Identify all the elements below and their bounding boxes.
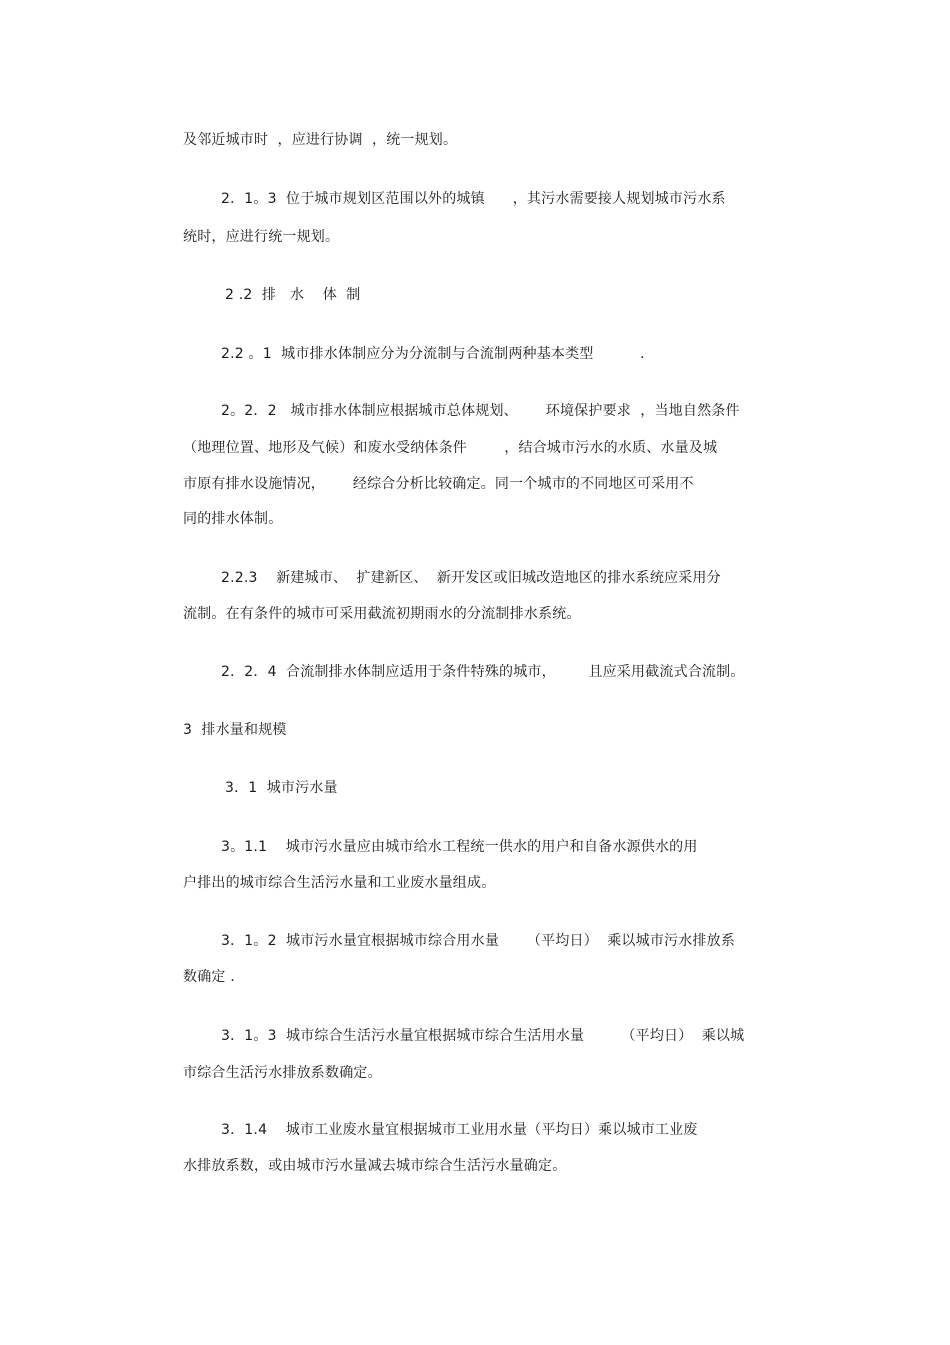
clause-2-2-2: 2。2．2 城市排水体制应根据城市总体规划、 环境保护要求 ，当地自然条件 <box>221 403 740 419</box>
clause-2-2-1: 2.2 。1 城市排水体制应分为分流制与合流制两种基本类型 . <box>221 346 645 362</box>
text-line-continuation: 水排放系数，或由城市污水量减去城市综合生活污水量确定。 <box>183 1158 567 1174</box>
section-heading-2-2: 2 .2 排 水 体 制 <box>225 287 361 303</box>
text-line-continuation: 户排出的城市综合生活污水量和工业废水量组成。 <box>183 875 496 891</box>
clause-3-1-3: 3．1。3 城市综合生活污水量宜根据城市综合生活用水量 （平均日） 乘以城 <box>221 1028 745 1044</box>
text-line-continuation: 数确定 . <box>183 969 235 985</box>
chapter-heading-3: 3 排水量和规模 <box>183 722 287 738</box>
clause-3-1-1: 3。1.1 城市污水量应由城市给水工程统一供水的用户和自备水源供水的用 <box>221 839 698 855</box>
text-line-continuation: 及邻近城市时 ，应进行协调 ，统一规划。 <box>183 132 458 148</box>
clause-3-1-4: 3．1.4 城市工业废水量宜根据城市工业用水量（平均日）乘以城市工业废 <box>221 1122 698 1138</box>
text-line-continuation: 统时，应进行统一规划。 <box>183 229 340 245</box>
text-line-continuation: （地理位置、地形及气候）和废水受纳体条件 ，结合城市污水的水质、水量及城 <box>183 440 718 456</box>
clause-2-2-4: 2．2．4 合流制排水体制应适用于条件特殊的城市， 且应采用截流式合流制。 <box>221 664 745 680</box>
clause-2-2-3: 2.2.3 新建城市、 扩建新区、 新开发区或旧城改造地区的排水系统应采用分 <box>221 570 721 586</box>
section-heading-3-1: 3．1 城市污水量 <box>225 780 338 796</box>
text-line-continuation: 同的排水体制。 <box>183 511 283 527</box>
clause-2-1-3: 2．1。3 位于城市规划区范围以外的城镇 ，其污水需要接人规划城市污水系 <box>221 191 726 207</box>
text-line-continuation: 市综合生活污水排放系数确定。 <box>183 1065 382 1081</box>
clause-3-1-2: 3．1。2 城市污水量宜根据城市综合用水量 （平均日） 乘以城市污水排放系 <box>221 933 736 949</box>
text-line-continuation: 市原有排水设施情况， 经综合分析比较确定。同一个城市的不同地区可采用不 <box>183 476 694 492</box>
text-line-continuation: 流制。在有条件的城市可采用截流初期雨水的分流制排水系统。 <box>183 606 581 622</box>
